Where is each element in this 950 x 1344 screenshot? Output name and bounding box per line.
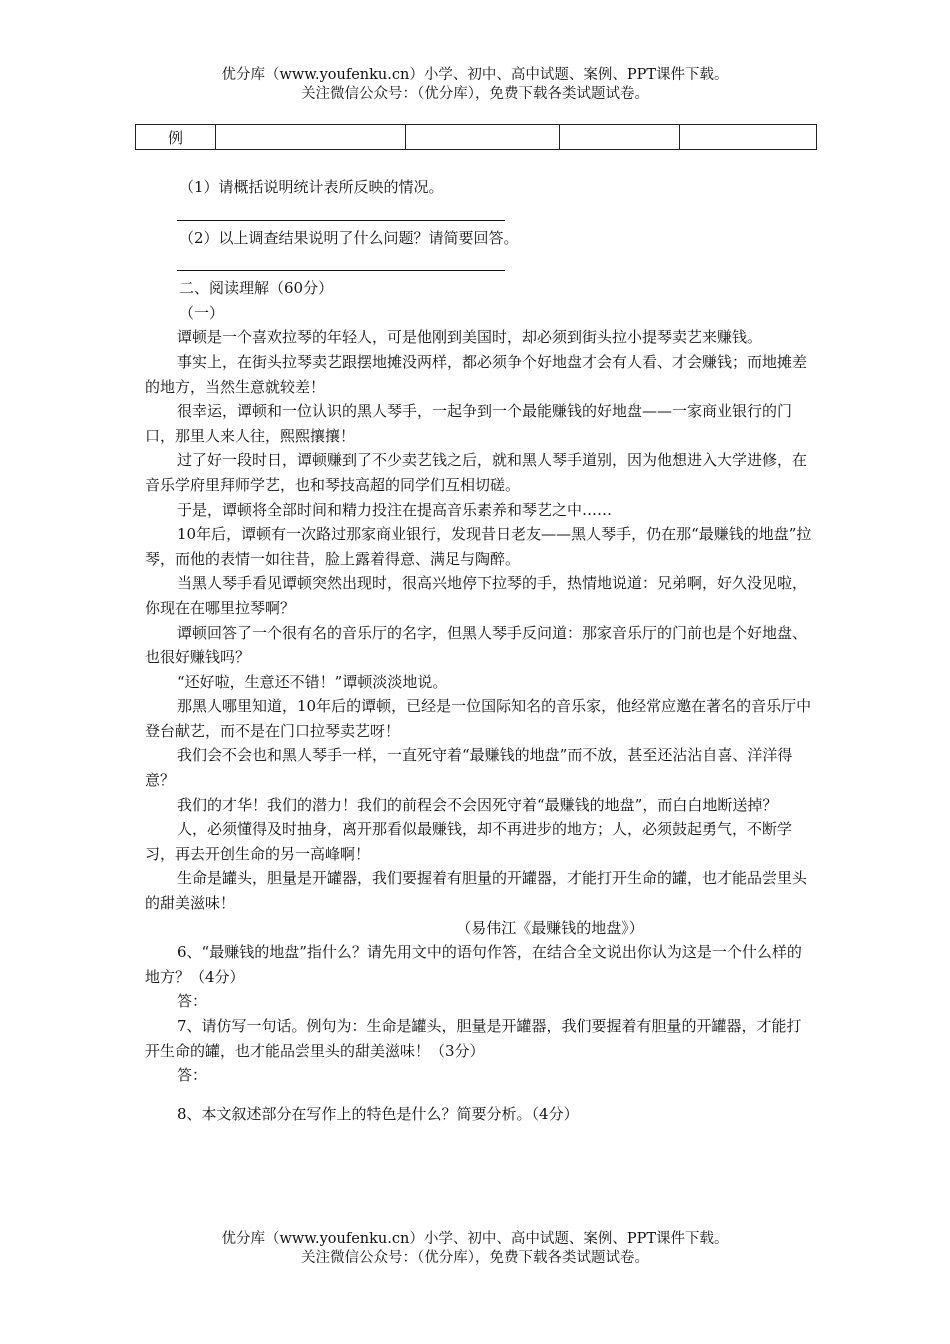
stats-table [135, 124, 816, 150]
passage-source: （易伟江《最赚钱的地盘》） [456, 918, 644, 937]
header-line-2: 关注微信公众号：（优分库），免费下载各类试题试卷。 [301, 86, 649, 102]
answer-label: 答： [177, 992, 208, 1011]
passage-paragraph: 过了好一段时日，谭顿赚到了不少卖艺钱之后，就和黑人琴手道别，因为他想进入大学进修，在音乐学府里拜师学艺，也和琴技高超的同学们互相切磋。 [145, 451, 808, 494]
passage-paragraph: 生命是罐头，胆量是开罐器，我们要握着有胆量的开罐器，才能打开生命的罐，也才能品尝里头的甜美滋味！ [145, 869, 808, 913]
question-1: （1）请概括说明统计表所反映的情况。 [179, 178, 444, 196]
question-6: 6、“最赚钱的地盘”指什么？请先用文中的语句作答，在结合全文说出你认为这是一个什么样的地方？（4分） [145, 943, 802, 986]
section-title: 二、阅读理解（60分） [179, 279, 334, 298]
table-cell: 例 [136, 125, 216, 150]
table-cell [216, 125, 406, 150]
table-cell [406, 125, 560, 150]
passage-paragraph: 事实上，在街头拉琴卖艺跟摆地摊没两样，都必须争个好地盘才会有人看、才会赚钱；而地摊差的地方，当然生意就较差！ [145, 352, 808, 396]
footer-line-2: 关注微信公众号：（优分库），免费下载各类试题试卷。 [301, 1250, 649, 1266]
table-cell [680, 125, 817, 150]
page-header [0, 66, 950, 104]
passage-paragraph: 人，必须懂得及时抽身，离开那看似最赚钱，却不再进步的地方；人，必须鼓起勇气，不断学习，再去开创生命的另一高峰啊！ [145, 820, 793, 863]
passage-paragraph: “还好啦，生意还不错！”谭顿淡淡地说。 [177, 672, 448, 691]
question-2: （2）以上调查结果说明了什么问题？请简要回答。 [179, 228, 519, 247]
table-cell [560, 125, 680, 150]
passage-paragraph: 很幸运，谭顿和一位认识的黑人琴手，一起争到一个最能赚钱的好地盘——一家商业银行的门口，那里人来人往，熙熙攘攘！ [145, 402, 793, 445]
passage-paragraph: 谭顿回答了一个很有名的音乐厅的名字，但黑人琴手反问道：那家音乐厅的门前也是个好地盘、也很好赚钱吗？ [145, 623, 808, 667]
passage-paragraph: 当黑人琴手看见谭顿突然出现时，很高兴地停下拉琴的手，热情地说道：兄弟啊，好久没见啦，你现在在哪里拉琴啊？ [145, 574, 808, 617]
header-line-1: 优分库（www.youfenku.cn）小学、初中、高中试题、案例、PPT课件下载。 [221, 67, 729, 83]
section-subtitle: （一） [179, 303, 225, 322]
passage-paragraph: 10年后，谭顿有一次路过那家商业银行，发现昔日老友——黑人琴手，仍在那“最赚钱的地盘”拉琴，而他的表情一如往昔，脸上露着得意、满足与陶醉。 [145, 525, 812, 568]
answer-space [145, 1088, 815, 1102]
table-row [136, 125, 817, 150]
footer-line-1: 优分库（www.youfenku.cn）小学、初中、高中试题、案例、PPT课件下载。 [221, 1231, 729, 1247]
page-footer [0, 1230, 950, 1268]
passage-paragraph: 我们的才华！我们的潜力！我们的前程会不会因死守着“最赚钱的地盘”，而白白地断送掉？ [177, 795, 778, 814]
question-8: 8、本文叙述部分在写作上的特色是什么？简要分析。（4分） [177, 1104, 579, 1123]
answer-label: 答： [177, 1066, 208, 1085]
answer-line [177, 200, 505, 221]
passage-paragraph: 于是，谭顿将全部时间和精力投注在提高音乐素养和琴艺之中…… [177, 500, 613, 519]
passage-paragraph: 谭顿是一个喜欢拉琴的年轻人，可是他刚到美国时，却必须到街头拉小提琴卖艺来赚钱。 [177, 328, 763, 347]
main-content [145, 175, 815, 1126]
passage-paragraph: 我们会不会也和黑人琴手一样，一直死守着“最赚钱的地盘”而不放，甚至还沾沾自喜、洋洋得意？ [145, 746, 793, 790]
question-7: 7、请仿写一句话。例句为：生命是罐头，胆量是开罐器，我们要握着有胆量的开罐器，才能打开生命的罐，也才能品尝里头的甜美滋味！（3分） [145, 1017, 802, 1060]
passage-paragraph: 那黑人哪里知道，10年后的谭顿，已经是一位国际知名的音乐家，他经常应邀在著名的音乐厅中登台献艺，而不是在门口拉琴卖艺呀！ [145, 697, 812, 740]
answer-line [177, 250, 505, 271]
